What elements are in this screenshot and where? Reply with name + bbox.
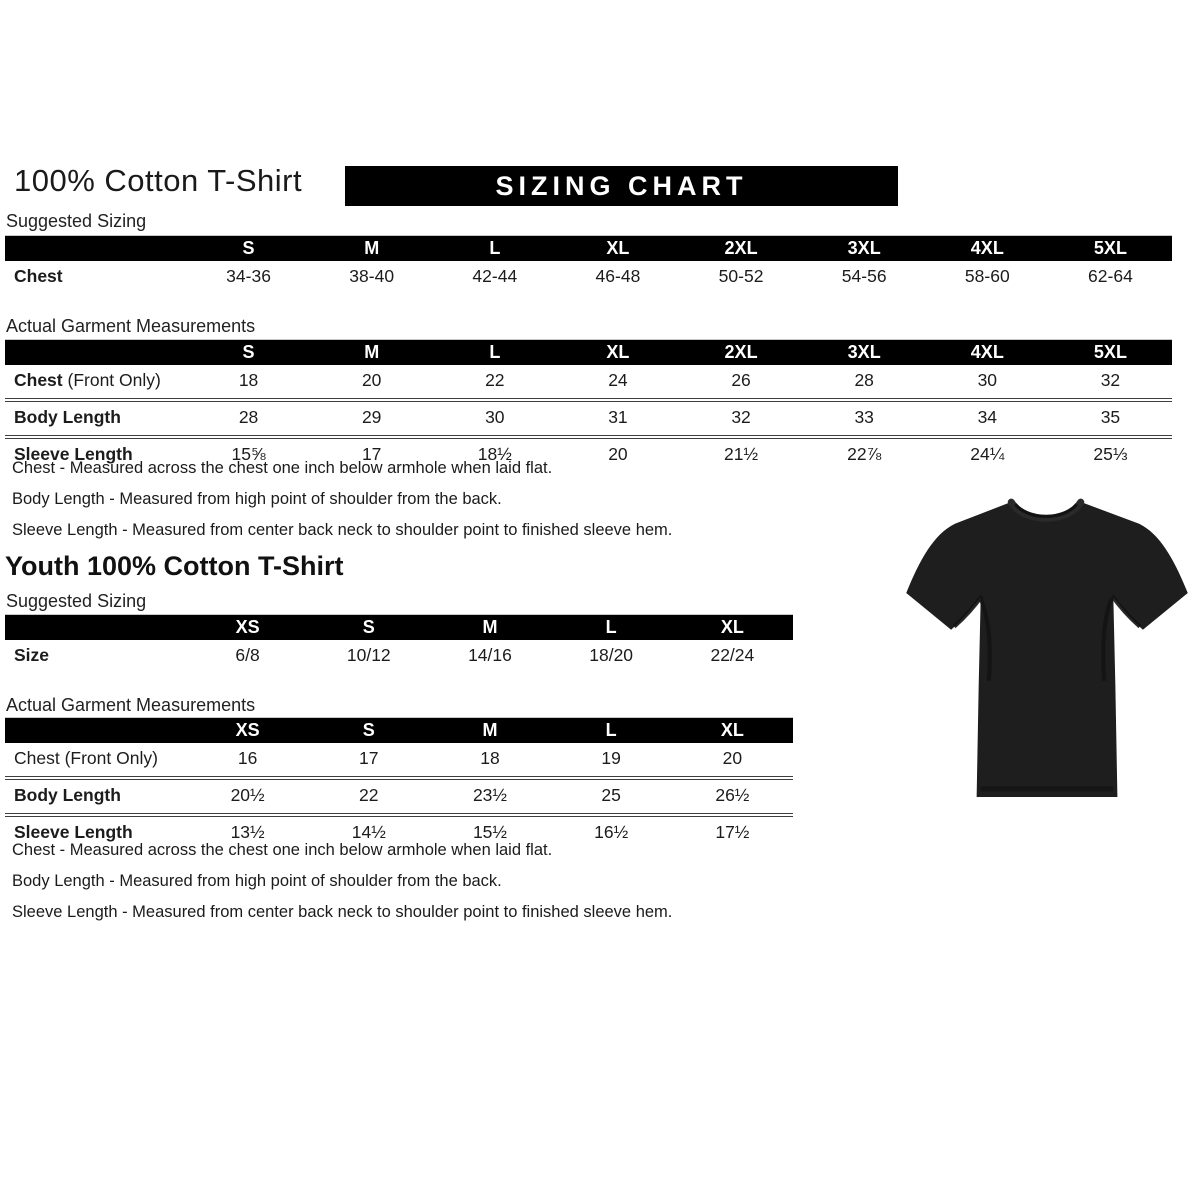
size-column-header: 5XL — [1049, 236, 1172, 261]
measurement-cell: 15½ — [429, 815, 550, 850]
measurement-cell: 6/8 — [235, 644, 260, 665]
measurement-row — [5, 778, 793, 815]
row-label: Chest — [14, 265, 63, 286]
measurement-row — [5, 261, 1172, 294]
measurement-cell: 30 — [977, 369, 998, 390]
size-column-header: 4XL — [926, 236, 1049, 261]
measurement-cell: 16½ — [551, 815, 672, 850]
measurement-cell: 13½ — [187, 815, 308, 850]
measurement-cell: 14/16 — [468, 644, 512, 665]
measurement-cell: 20 — [722, 747, 743, 768]
row-label: Body Length — [5, 400, 187, 437]
size-header-row — [5, 236, 1172, 261]
size-header-row — [5, 615, 793, 640]
measurement-cell: 35 — [1049, 400, 1172, 437]
measurement-cell: 58-60 — [964, 265, 1010, 286]
size-column-header: XL — [556, 340, 679, 365]
measurement-cell: 31 — [556, 400, 679, 437]
tshirt-body — [906, 501, 1188, 797]
measurement-cell: 20 — [556, 437, 679, 472]
measurement-cell: 23½ — [429, 778, 550, 815]
chest-note: Chest - Measured across the chest one inch below armhole when laid flat. — [12, 459, 553, 477]
row-label: Sleeve Length — [5, 815, 187, 850]
sleeve-length-note: Sleeve Length - Measured from center back neck to shoulder point to finished sleeve hem. — [12, 903, 673, 921]
size-column-header: XL — [672, 615, 793, 640]
corner-cell — [5, 718, 187, 743]
row-label: Size — [14, 644, 50, 665]
measurement-cell: 33 — [803, 400, 926, 437]
sizing-chart-banner — [345, 166, 898, 206]
measurement-cell: 18 — [480, 747, 500, 768]
measurement-cell: 34-36 — [226, 265, 271, 286]
youth-actual-measurements-label: Actual Garment Measurements — [6, 695, 256, 715]
size-column-header: M — [429, 718, 550, 743]
size-column-header: M — [310, 236, 433, 261]
measurement-cell: 18/20 — [589, 644, 634, 665]
measurement-cell: 42-44 — [472, 265, 518, 286]
youth-measurement-notes — [12, 841, 672, 934]
measurement-cell: 19 — [601, 747, 621, 768]
measurement-row — [5, 400, 1172, 437]
measurement-cell: 26½ — [672, 778, 793, 815]
sleeve-length-note: Sleeve Length - Measured from center back neck to shoulder point to finished sleeve hem. — [12, 521, 673, 539]
row-label-suffix: (Front Only) — [62, 369, 161, 390]
measurement-cell: 18½ — [433, 437, 556, 472]
size-column-header: 2XL — [680, 236, 803, 261]
measurement-cell: 16 — [237, 747, 258, 768]
measurement-cell: 46-48 — [595, 265, 641, 286]
adult-suggested-sizing-table — [5, 235, 1172, 294]
measurement-cell: 18 — [238, 369, 259, 390]
measurement-cell: 17 — [310, 437, 433, 472]
measurement-cell: 20½ — [187, 778, 308, 815]
size-column-header: S — [308, 718, 429, 743]
measurement-cell: 26 — [731, 369, 751, 390]
measurement-cell: 24¼ — [926, 437, 1049, 472]
size-header-row — [5, 718, 793, 743]
size-column-header: S — [187, 236, 310, 261]
size-column-header: 3XL — [803, 340, 926, 365]
youth-suggested-sizing-table — [5, 614, 793, 673]
adult-measurements-table — [5, 339, 1172, 472]
measurement-cell: 22⅞ — [803, 437, 926, 472]
size-column-header: S — [187, 340, 310, 365]
size-column-header: 4XL — [926, 340, 1049, 365]
row-label: Chest (Front Only) — [14, 747, 158, 768]
measurement-cell: 25⅓ — [1049, 437, 1172, 472]
body-length-note: Body Length - Measured from high point of shoulder from the back. — [12, 490, 502, 508]
measurement-row — [5, 640, 793, 673]
size-column-header: 2XL — [680, 340, 803, 365]
tshirt-image — [893, 476, 1199, 814]
measurement-cell: 29 — [310, 400, 433, 437]
measurement-cell: 25 — [551, 778, 672, 815]
size-column-header: M — [429, 615, 550, 640]
page-title: 100% Cotton T-Shirt — [14, 163, 303, 198]
size-column-header: M — [310, 340, 433, 365]
measurement-cell: 24 — [608, 369, 628, 390]
adult-suggested-sizing-label: Suggested Sizing — [6, 211, 147, 231]
measurement-cell: 28 — [187, 400, 310, 437]
corner-cell — [5, 340, 187, 365]
measurement-row — [5, 743, 793, 778]
size-column-header: L — [551, 718, 672, 743]
measurement-cell: 21½ — [680, 437, 803, 472]
size-column-header: L — [433, 236, 556, 261]
measurement-row — [5, 365, 1172, 400]
corner-cell — [5, 615, 187, 640]
size-header-row — [5, 340, 1172, 365]
row-label: Body Length — [5, 778, 187, 815]
size-column-header: XS — [187, 615, 308, 640]
size-column-header: XL — [556, 236, 679, 261]
adult-measurement-notes — [12, 459, 672, 552]
measurement-cell: 22 — [485, 369, 505, 390]
measurement-cell: 62-64 — [1088, 265, 1133, 286]
measurement-cell: 32 — [680, 400, 803, 437]
youth-title: Youth 100% Cotton T-Shirt — [5, 551, 344, 581]
sizing-chart-banner-text: SIZING CHART — [495, 170, 748, 201]
measurement-cell: 30 — [433, 400, 556, 437]
measurement-cell: 22 — [308, 778, 429, 815]
measurement-cell: 28 — [854, 369, 874, 390]
measurement-cell: 50-52 — [718, 265, 764, 286]
measurement-cell: 32 — [1100, 369, 1121, 390]
size-column-header: 3XL — [803, 236, 926, 261]
adult-actual-measurements-label: Actual Garment Measurements — [6, 316, 256, 336]
youth-measurements-table — [5, 717, 793, 850]
measurement-cell: 14½ — [308, 815, 429, 850]
measurement-cell: 20 — [361, 369, 382, 390]
measurement-cell: 38-40 — [349, 265, 395, 286]
body-length-note: Body Length - Measured from high point of shoulder from the back. — [12, 872, 502, 890]
size-column-header: L — [551, 615, 672, 640]
measurement-cell: 17 — [359, 747, 379, 768]
corner-cell — [5, 236, 187, 261]
measurement-cell: 34 — [926, 400, 1049, 437]
measurement-cell: 17½ — [672, 815, 793, 850]
measurement-cell: 10/12 — [346, 644, 391, 665]
measurement-cell: 22/24 — [710, 644, 755, 665]
row-label: Chest (Front Only) — [14, 369, 161, 390]
row-label: Sleeve Length — [5, 437, 187, 472]
size-column-header: L — [433, 340, 556, 365]
size-column-header: XS — [187, 718, 308, 743]
measurement-cell: 15⅝ — [187, 437, 310, 472]
size-column-header: XL — [672, 718, 793, 743]
size-column-header: S — [308, 615, 429, 640]
measurement-cell: 54-56 — [841, 265, 887, 286]
youth-suggested-sizing-label: Suggested Sizing — [6, 591, 147, 611]
size-column-header: 5XL — [1049, 340, 1172, 365]
chest-note: Chest - Measured across the chest one inch below armhole when laid flat. — [12, 841, 553, 859]
